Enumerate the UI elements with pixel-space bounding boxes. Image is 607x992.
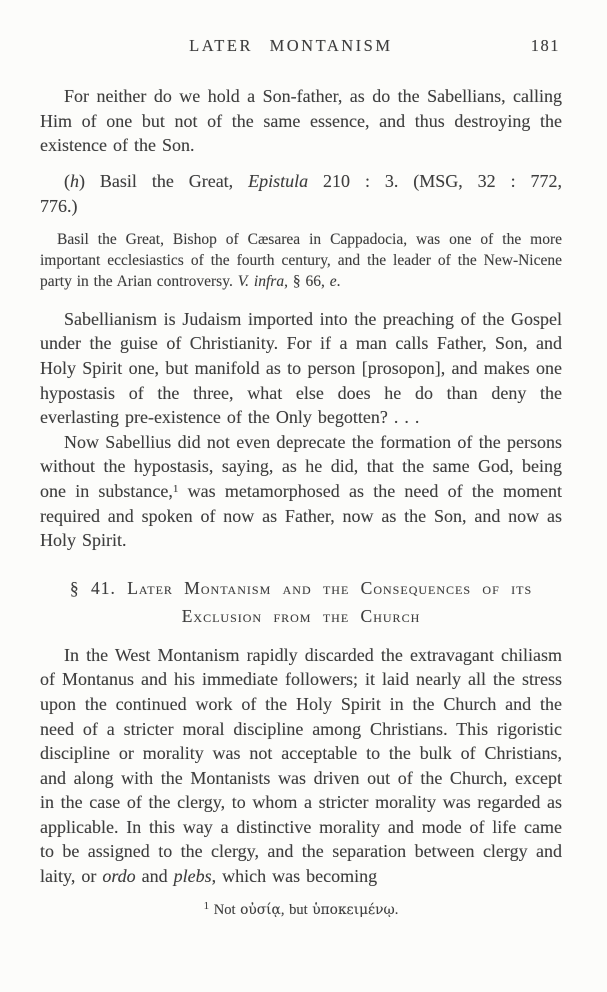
note-basil-bio-text: Basil the Great, Bishop of Cæsarea in Cappadocia, was one of the more important ecclesiastics of the fourth century, and the leader of the New-Nicene party in the Arian controversy. — [40, 230, 562, 290]
running-header — [40, 36, 562, 58]
running-header-title: LATER MONTANISM — [189, 36, 393, 55]
paragraph-sabellius-text: Now Sabellius did not even deprecate the formation of the persons without the hypostasis, saying, as he did, that the same God, being one in substance, — [40, 431, 562, 501]
note-basil-bio-text: V. infra — [237, 272, 285, 290]
paragraph-west-montanism-text: plebs — [173, 866, 212, 887]
note-basil-bio-text: . — [336, 272, 341, 290]
footnote-ousia-text: 1 — [203, 899, 210, 912]
paragraph-west-montanism-text: In the West Montanism rapidly discarded the extravagant chiliasm of Montanus and his immediate followers; it laid nearly all the stress upon the continued work of the Holy Spirit in the Church and the need of a stricter moral discipline among Christians. This rigoristic discipline or morality was not acceptable to the bulk of Christians, and along with the Montanists was driven out of the Church, except in the case of the clergy, to whom a stricter morality was regarded as applicable. In this way a distinctive morality and mode of life came to be assigned to the clergy, and the separation between clergy and laity, or — [40, 644, 562, 887]
note-basil-bio-text: e — [329, 272, 337, 290]
footnote-ousia-text: οὐσίᾳ — [240, 901, 281, 918]
citation-basil-epistula-text: ) Basil the Great, — [79, 170, 249, 191]
paragraph-sabellius — [40, 430, 562, 553]
paragraph-sabellianism-text: Sabellianism is Judaism imported into the preaching of the Gospel under the guise of Christianity. For if a man calls Father, Son, and Holy Spirit one, but manifold as to person [prosopon], and makes one hypostasis of the three, what else does he do than deny the everlasting pre-existence of the Only begotten? . . . — [40, 308, 562, 428]
note-basil-bio — [40, 229, 562, 292]
footnote-ousia-text: ὑποκειμένῳ — [312, 901, 395, 918]
note-basil-bio-text: , § 66, — [284, 272, 330, 290]
paragraph-son-father — [40, 84, 562, 158]
citation-basil-epistula-text: Epistula — [248, 170, 309, 191]
citation-basil-epistula — [40, 169, 562, 219]
citation-basil-epistula-text: h — [70, 170, 79, 191]
section-heading-41-text: Exclusion from the Church — [181, 605, 421, 626]
section-heading-41-text: § 41. Later Montanism and the Consequences of its — [69, 577, 533, 598]
paragraph-sabellius-text: was metamorphosed as the need of the moment required and spoken of now as Father, now as the Son, and now as Holy Spirit. — [40, 480, 563, 551]
page-number: 181 — [530, 36, 560, 55]
paragraph-west-montanism-text: and — [135, 866, 174, 887]
paragraph-son-father-text: For neither do we hold a Son-father, as do the Sabellians, calling Him of one but not of the same essence, and thus destroying the existence of the Son. — [40, 86, 562, 156]
paragraph-west-montanism-text: , which was becoming — [211, 866, 378, 887]
paragraph-west-montanism — [40, 643, 562, 889]
citation-basil-epistula-text: ( — [64, 170, 70, 191]
section-heading-41 — [40, 574, 562, 630]
citation-basil-epistula-text: 210 : 3. (MSG, 32 : 772, 776.) — [40, 170, 562, 216]
paragraph-sabellianism — [40, 307, 562, 430]
paragraph-west-montanism-text: ordo — [102, 866, 136, 887]
footnote-ousia — [40, 900, 562, 920]
footnote-ousia-text: . — [394, 901, 399, 918]
footnote-ousia-text: , but — [280, 901, 313, 918]
page-body — [40, 84, 562, 920]
footnote-ousia-text: Not — [209, 901, 241, 918]
paragraph-sabellius-text: 1 — [172, 482, 179, 495]
